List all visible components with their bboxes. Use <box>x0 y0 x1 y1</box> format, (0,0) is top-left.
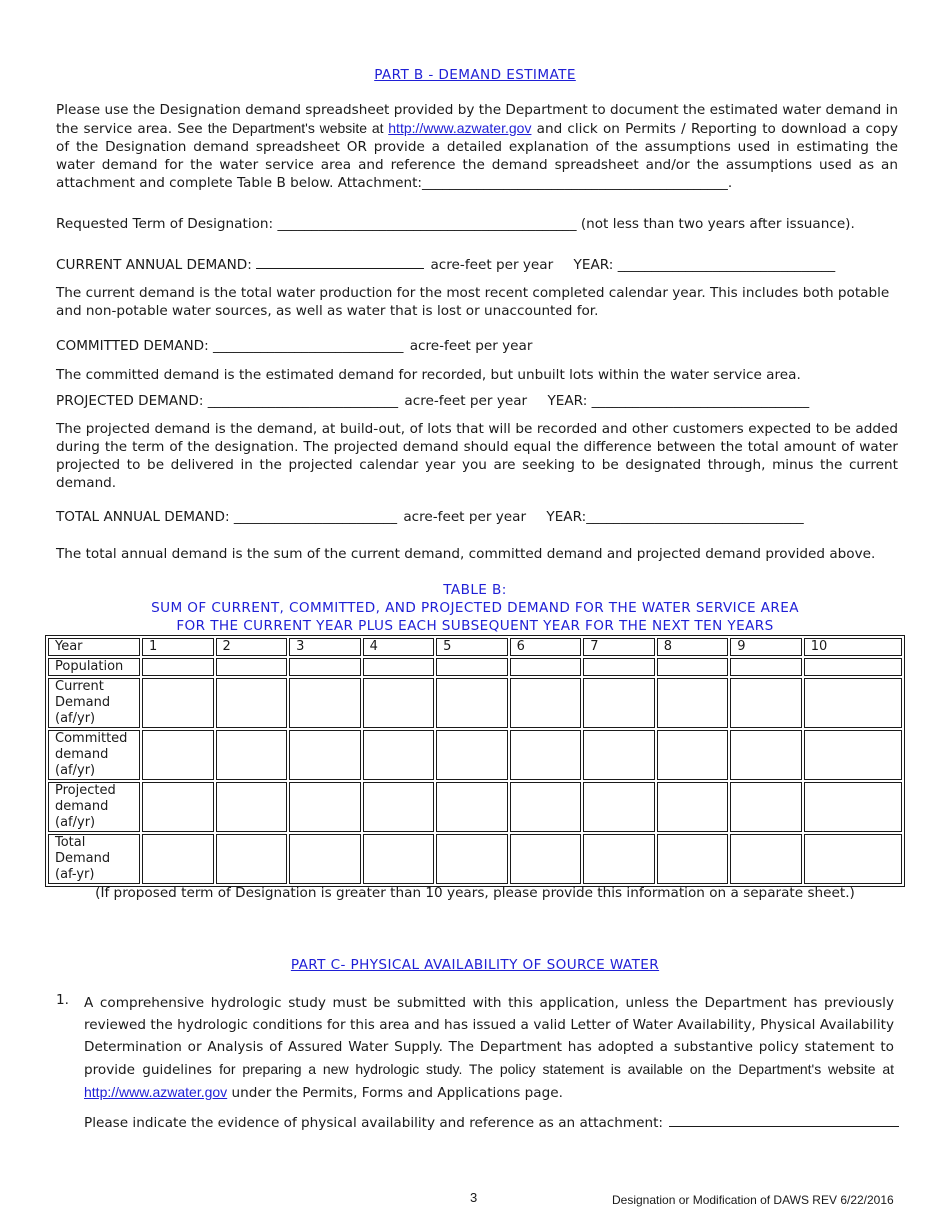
table-cell[interactable] <box>583 678 655 728</box>
table-cell[interactable] <box>804 658 902 676</box>
table-cell[interactable] <box>216 658 288 676</box>
table-row <box>48 678 902 728</box>
current-demand-row <box>56 257 896 277</box>
form-revision: Designation or Modification of DAWS REV 6/22/2016 <box>612 1193 894 1207</box>
table-cell[interactable] <box>510 658 582 676</box>
table-cell[interactable] <box>804 678 902 728</box>
table-cell[interactable] <box>657 658 729 676</box>
table-b-title-line3: FOR THE CURRENT YEAR PLUS EACH SUBSEQUENT YEAR FOR THE NEXT TEN YEARS <box>176 618 774 634</box>
table-cell[interactable] <box>804 834 902 884</box>
attachment-blank[interactable]: _____________________________________________. <box>421 175 733 191</box>
table-cell[interactable] <box>216 678 288 728</box>
demand-table <box>45 635 905 887</box>
part-b-heading: PART B - DEMAND ESTIMATE <box>374 67 576 83</box>
current-demand-year-field[interactable]: ________________________________ <box>617 257 836 273</box>
committed-demand-description: The committed demand is the estimated demand for recorded, but unbuilt lots within the water service area. <box>56 367 801 383</box>
table-cell[interactable] <box>657 834 729 884</box>
projected-demand-description: The projected demand is the demand, at build-out, of lots that will be recorded and other customers expected to be added during the term of the designation. The projected demand should equal the difference between the total amount of water projected to be delivered in the projected calendar year you are seeking to be designated through, minus the current demand. <box>56 421 898 491</box>
total-demand-year-label: YEAR: <box>546 509 587 525</box>
part-b-intro <box>56 101 898 192</box>
row-label-total-demand <box>48 834 140 884</box>
total-demand-row <box>56 509 804 525</box>
total-demand-year-field[interactable]: ________________________________ <box>586 509 804 525</box>
table-cell[interactable] <box>142 730 214 780</box>
table-cell[interactable] <box>730 834 802 884</box>
table-cell[interactable] <box>142 834 214 884</box>
row-label-line: demand <box>55 799 109 814</box>
table-cell[interactable] <box>730 658 802 676</box>
table-row <box>48 730 902 780</box>
current-demand-unit: acre-feet per year <box>430 257 554 273</box>
evidence-field[interactable] <box>669 1125 899 1127</box>
year-col-6: 6 <box>510 638 582 656</box>
table-cell[interactable] <box>436 658 508 676</box>
table-row <box>48 782 902 832</box>
intro-text-sans: the Department's website at <box>207 120 389 136</box>
projected-demand-unit: acre-feet per year <box>404 393 528 409</box>
row-label-line: Current <box>55 679 104 694</box>
table-cell[interactable] <box>436 730 508 780</box>
table-cell[interactable] <box>216 834 288 884</box>
table-cell[interactable] <box>363 782 435 832</box>
total-demand-label: TOTAL ANNUAL DEMAND: <box>56 509 230 525</box>
table-cell[interactable] <box>436 834 508 884</box>
current-demand-field[interactable] <box>256 267 424 269</box>
table-row <box>48 834 902 884</box>
year-col-1: 1 <box>142 638 214 656</box>
row-label-population <box>48 658 140 676</box>
table-cell[interactable] <box>289 782 361 832</box>
intro-text-2: and click on Permits / Reporting to download a copy of the Designation demand spreadsheet OR provide a detailed explanation of the assumptions used in estimating the water demand for the water service area and reference the demand spreadsheet and/or the assumptions used as an attachment and complete Table B below. Attachment: <box>56 121 898 191</box>
year-col-2: 2 <box>216 638 288 656</box>
row-label-line: demand <box>55 747 109 762</box>
requested-term-field[interactable]: ____________________________________________ <box>277 216 577 232</box>
table-cell[interactable] <box>363 678 435 728</box>
table-cell[interactable] <box>363 730 435 780</box>
table-cell[interactable] <box>289 678 361 728</box>
item-1-text-part1: A comprehensive hydrologic study must be submitted with this application, unless the Department has previously reviewed the hydrologic conditions for this area and has issued a valid Letter of Water Availability, Physical Availability Determination or Analysis of Assured Water Supply. The Department has adopted a substantive policy statement to provide guidelines <box>84 995 894 1078</box>
current-demand-description: The current demand is the total water production for the most recent completed calendar year. This includes both potable and non-potable water sources, as well as water that is lost or unaccounted for. <box>56 285 890 319</box>
year-col-7: 7 <box>583 638 655 656</box>
projected-demand-row <box>56 393 809 409</box>
row-label-line: Total <box>55 835 86 850</box>
evidence-label: Please indicate the evidence of physical availability and reference as an attachment: <box>84 1115 664 1131</box>
row-label-line: Projected <box>55 783 116 798</box>
requested-term-note: (not less than two years after issuance). <box>576 216 855 232</box>
table-cell[interactable] <box>583 834 655 884</box>
year-header: Year <box>48 638 140 656</box>
table-cell[interactable] <box>583 782 655 832</box>
table-cell[interactable] <box>510 782 582 832</box>
table-cell[interactable] <box>363 658 435 676</box>
table-b-title <box>0 581 950 635</box>
row-label-line: Demand <box>55 851 111 866</box>
table-cell[interactable] <box>730 678 802 728</box>
evidence-row <box>84 1115 899 1131</box>
total-demand-field[interactable]: ________________________ <box>233 509 397 525</box>
table-cell[interactable] <box>804 782 902 832</box>
requested-term-label: Requested Term of Designation: <box>56 216 278 232</box>
table-cell[interactable] <box>289 834 361 884</box>
row-label-line: (af-yr) <box>55 867 95 882</box>
table-cell[interactable] <box>583 730 655 780</box>
committed-demand-row <box>56 338 532 354</box>
azwater-link-2[interactable]: http://www.azwater.gov <box>84 1084 228 1100</box>
row-label-line: (af/yr) <box>55 763 96 778</box>
item-1-text-after-link: under the Permits, Forms and Applications page. <box>227 1085 563 1101</box>
table-cell[interactable] <box>804 730 902 780</box>
table-row <box>48 658 902 676</box>
table-cell[interactable] <box>289 730 361 780</box>
row-label-line: Demand <box>55 695 111 710</box>
current-demand-label: CURRENT ANNUAL DEMAND: <box>56 257 252 273</box>
part-c-heading: PART C- PHYSICAL AVAILABILITY OF SOURCE WATER <box>290 957 660 973</box>
table-cell[interactable] <box>216 782 288 832</box>
current-demand-year-label: YEAR: <box>573 257 614 273</box>
committed-demand-field[interactable]: ____________________________ <box>213 338 404 354</box>
year-col-9: 9 <box>730 638 802 656</box>
table-cell[interactable] <box>730 730 802 780</box>
item-1-number: 1. <box>56 992 69 1008</box>
table-cell[interactable] <box>730 782 802 832</box>
year-col-4: 4 <box>363 638 435 656</box>
row-label-projected-demand <box>48 782 140 832</box>
table-cell[interactable] <box>142 658 214 676</box>
table-b-title-line2: SUM OF CURRENT, COMMITTED, AND PROJECTED DEMAND FOR THE WATER SERVICE AREA <box>151 600 799 616</box>
table-b-title-line1: TABLE B: <box>443 582 507 598</box>
table-cell[interactable] <box>142 678 214 728</box>
table-cell[interactable] <box>510 834 582 884</box>
committed-demand-unit: acre-feet per year <box>409 338 533 354</box>
projected-demand-year-field[interactable]: ________________________________ <box>591 393 810 409</box>
row-label-committed-demand <box>48 730 140 780</box>
table-cell[interactable] <box>657 730 729 780</box>
year-col-3: 3 <box>289 638 361 656</box>
total-demand-unit: acre-feet per year <box>403 509 527 525</box>
year-col-5: 5 <box>436 638 508 656</box>
requested-term-row <box>56 216 855 232</box>
committed-demand-label: COMMITTED DEMAND: <box>56 338 209 354</box>
year-col-8: 8 <box>657 638 729 656</box>
intro-text-1: Please use the Designation demand spreadsheet provided by the Department to document the estimated water demand in the service area. See <box>56 102 898 137</box>
table-cell[interactable] <box>289 658 361 676</box>
table-cell[interactable] <box>436 782 508 832</box>
table-cell[interactable] <box>436 678 508 728</box>
item-1-text <box>84 992 894 1104</box>
table-cell[interactable] <box>363 834 435 884</box>
table-cell[interactable] <box>657 678 729 728</box>
table-cell[interactable] <box>657 782 729 832</box>
projected-demand-label: PROJECTED DEMAND: <box>56 393 204 409</box>
table-cell[interactable] <box>510 678 582 728</box>
table-cell[interactable] <box>583 658 655 676</box>
table-header-row <box>48 638 902 656</box>
row-label-current-demand <box>48 678 140 728</box>
page-number: 3 <box>470 1190 478 1205</box>
azwater-link-1[interactable]: http://www.azwater.gov <box>388 120 532 136</box>
projected-demand-field[interactable]: ____________________________ <box>207 393 399 409</box>
table-cell[interactable] <box>142 782 214 832</box>
year-col-10: 10 <box>804 638 902 656</box>
row-label-line: Committed <box>55 731 128 746</box>
row-label-line: Population <box>55 659 124 674</box>
table-cell[interactable] <box>216 730 288 780</box>
table-cell[interactable] <box>510 730 582 780</box>
table-b-note: (If proposed term of Designation is greater than 10 years, please provide this information on a separate sheet.) <box>95 885 855 901</box>
total-demand-description: The total annual demand is the sum of the current demand, committed demand and projected demand provided above. <box>56 546 876 562</box>
projected-demand-year-label: YEAR: <box>547 393 588 409</box>
row-label-line: (af/yr) <box>55 711 96 726</box>
item-1-text-part2: for preparing a new hydrologic study. The policy statement is available on the Department's website at <box>219 1061 894 1077</box>
row-label-line: (af/yr) <box>55 815 96 830</box>
